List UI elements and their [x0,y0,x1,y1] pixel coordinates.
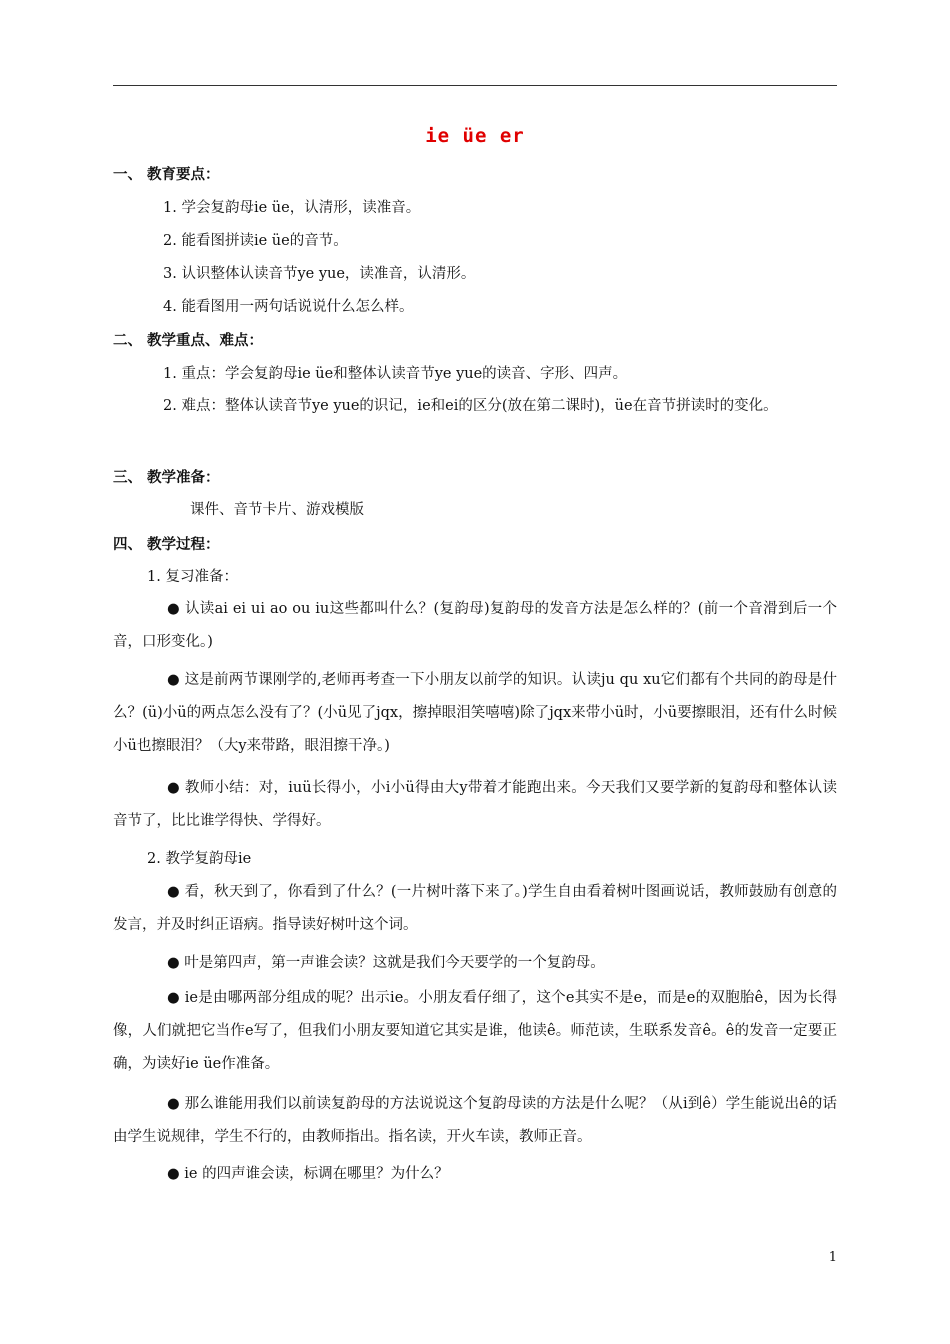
page-number: 1 [828,1250,837,1265]
document-title: ie üe er [425,125,525,147]
process-paragraph-5: ● 叶是第四声，第一声谁会读？这就是我们今天要学的一个复韵母。 [167,955,605,971]
process-paragraph-6: ● ie是由哪两部分组成的呢？出示ie。小朋友看仔细了，这个e其实不是e，而是e的双胞胎ê，因为长得像，人们就把它当作e写了，但我们小朋友要知道它其实是谁，他读ê。师范读，生联系发音ê。ê的发音一定要正确，为读好ie üe作准备。 [113,990,837,1072]
header-rule [113,85,837,86]
goal-item-1: 1. 学会复韵母ie üe，认清形，读准音。 [163,200,421,216]
process-paragraph-4: ● 看，秋天到了，你看到了什么？(一片树叶落下来了。)学生自由看着树叶图画说话，教师鼓励有创意的发言，并及时纠正语病。指导读好树叶这个词。 [113,884,837,933]
process-step-1: 1. 复习准备： [147,569,238,585]
process-paragraph-3: ● 教师小结：对，iuü长得小，小i小ü得由大y带着才能跑出来。今天我们又要学新的复韵母和整体认读音节了，比比谁学得快、学得好。 [113,780,837,829]
process-paragraph-2: ● 这是前两节课刚学的,老师再考查一下小朋友以前学的知识。认读ju qu xu它们都有个共同的韵母是什么？(ü)小ü的两点怎么没有了？(小ü见了jqx，擦掉眼泪笑嘻嘻)除了jqx来带小ü时，小ü要擦眼泪，还有什么时候小ü也擦眼泪？（大y来带路，眼泪擦干净。) [113,672,837,754]
process-paragraph-8: ● ie 的四声谁会读，标调在哪里？为什么？ [167,1166,449,1182]
section-heading-focus: 二、 教学重点、难点： [113,332,264,349]
section-heading-goals: 一、 教育要点： [113,166,220,183]
process-paragraph-7: ● 那么谁能用我们以前读复韵母的方法说说这个复韵母读的方法是什么呢？（从i到ê）学生能说出ê的话由学生说规律，学生不行的，由教师指出。指名读，开火车读，教师正音。 [113,1096,837,1145]
section-heading-process: 四、 教学过程： [113,536,220,553]
prep-materials: 课件、音节卡片、游戏模版 [190,502,364,518]
focus-item-2: 2. 难点：整体认读音节ye yue的识记，ie和ei的区分(放在第二课时)，üe在音节拼读时的变化。 [163,398,778,414]
goal-item-4: 4. 能看图用一两句话说说什么怎么样。 [163,299,414,315]
focus-item-1: 1. 重点：学会复韵母ie üe和整体认读音节ye yue的读音、字形、四声。 [163,366,628,382]
section-heading-prep: 三、 教学准备： [113,469,220,486]
process-step-2: 2. 教学复韵母ie [147,851,252,867]
process-paragraph-1: ● 认读ai ei ui ao ou iu这些都叫什么？(复韵母)复韵母的发音方法是怎么样的？(前一个音滑到后一个音，口形变化。) [113,601,837,650]
goal-item-3: 3. 认识整体认读音节ye yue，读准音，认清形。 [163,266,476,282]
goal-item-2: 2. 能看图拼读ie üe的音节。 [163,233,348,249]
